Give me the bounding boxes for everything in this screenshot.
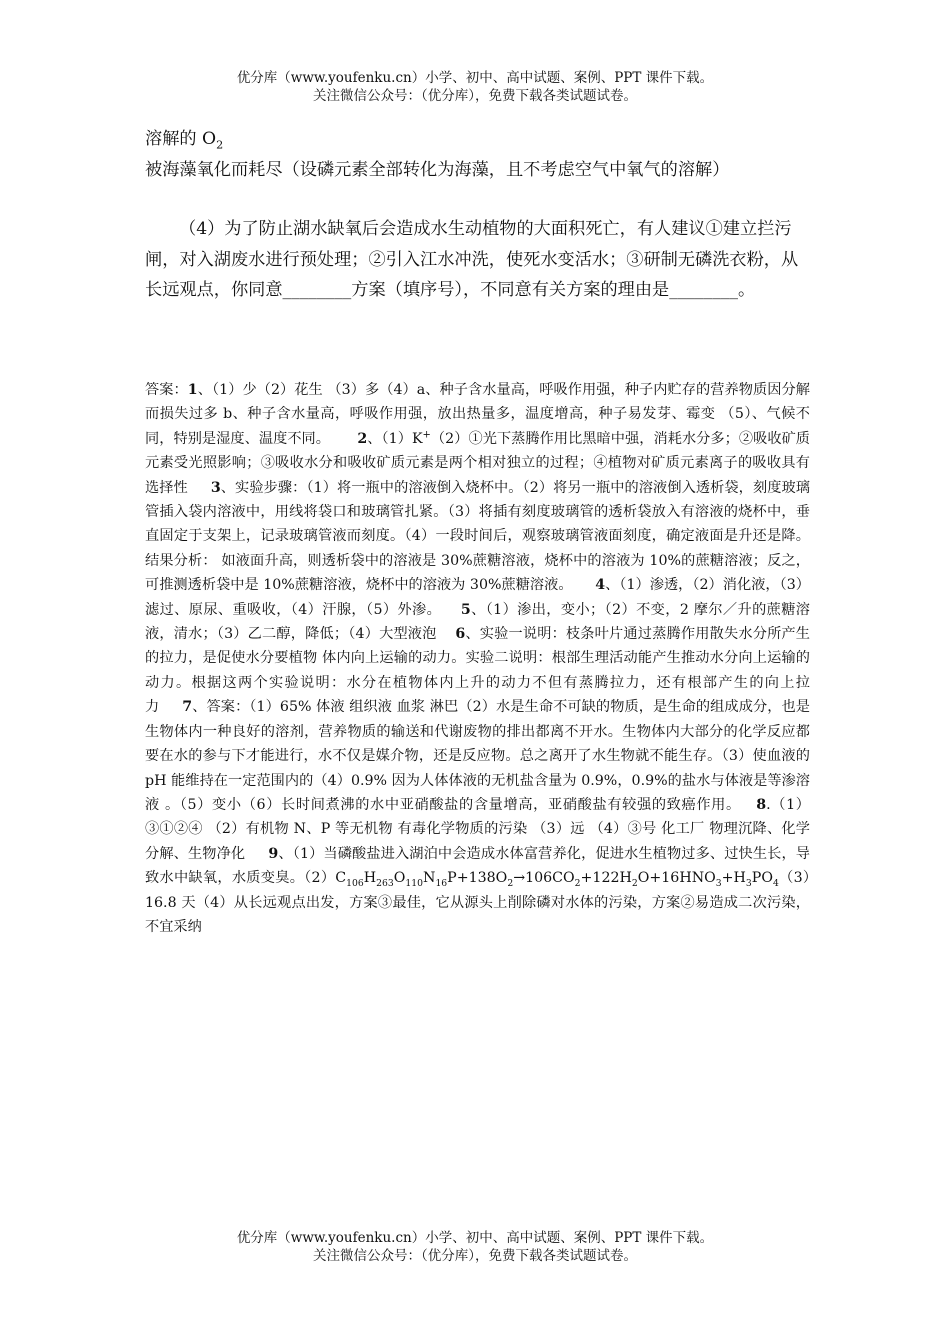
page-header bbox=[0, 69, 950, 105]
intro-text-b: 被海藻氧化而耗尽（设磷元素全部转化为海藻，且不考虑空气中氧气的溶解） bbox=[145, 159, 730, 180]
answer-2-b: （2）①光下蒸腾作用比黑暗中强，消耗水分多；②吸收矿质元素受光照影响；③吸收水分和吸收矿质元素是两个相对独立的过程；④植物对矿质元素离子的吸收具有选择性 bbox=[145, 430, 810, 496]
answer-5: 、（1）渗出，变小；（2）不变，2 摩尔／升的蔗糖溶液，清水；（3）乙二醇，降低；（4）大型液泡 bbox=[145, 601, 810, 643]
answer-6: 、实验一说明：枝条叶片通过蒸腾作用散失水分所产生的拉力，是促使水分要植物 体内向上运输的动力。实验二说明：根部生理活动能产生推动水分向上运输的动力。根据这两个实验说明：水分在植物体内上升的动力不但有蒸腾拉力，还有根部产生的向上拉力 bbox=[145, 626, 810, 716]
intro-text-a: 溶解的 O bbox=[145, 129, 217, 149]
formula-arrow: →106CO bbox=[513, 870, 575, 887]
formula-sub-n: 16 bbox=[435, 877, 448, 889]
q4-part-3: 。 bbox=[737, 280, 756, 300]
answer-2-sup: + bbox=[422, 429, 431, 441]
answer-2-a: 、（1）K bbox=[367, 430, 423, 447]
question-continuation bbox=[145, 124, 810, 185]
formula-sub-h: 263 bbox=[376, 877, 394, 889]
intro-subscript: 2 bbox=[216, 138, 224, 152]
q4-part-1: （4）为了防止湖水缺氧后会造成水生动植物的大面积死亡，有人建议①建立拦污闸，对入湖废水进行预处理；②引入江水冲洗，使死水变活水；③研制无磷洗衣粉，从长远观点，你同意 bbox=[145, 219, 799, 300]
page-footer bbox=[0, 1229, 950, 1265]
answer-9-a: 、（1）当磷酸盐进入湖泊中会造成水体富营养化，促进水生植物过多、过快生长，导致水中缺氧，水质变臭。（2）C bbox=[145, 845, 810, 887]
answer-7-number: 7 bbox=[182, 699, 193, 716]
answer-blank-2: ________ bbox=[669, 280, 738, 300]
formula-h3po4-b: PO bbox=[751, 870, 773, 887]
chemical-equation bbox=[346, 870, 779, 889]
answer-section bbox=[145, 378, 810, 939]
header-line-2: 关注微信公众号：（优分库），免费下载各类试题试卷。 bbox=[313, 88, 637, 104]
question-4 bbox=[145, 214, 810, 306]
footer-line-2: 关注微信公众号：（优分库），免费下载各类试题试卷。 bbox=[313, 1248, 637, 1264]
formula-mid: P+138O bbox=[447, 870, 508, 887]
formula-h3po4-a: +H bbox=[721, 870, 746, 887]
answer-7: 、答案：（1）65% 体液 组织液 血浆 淋巴（2）水是生命不可缺的物质，是生命的组成成分，也是生物体内一种良好的溶剂，营养物质的输送和代谢废物的排出都离不开水。生物体内大部分的化学反应都要在水的参与下才能进行，水不仅是媒介物，还是反应物。总之离开了水生物就不能生存。（3）使血液的 pH 能维持在一定范围内的（4）0.9% 因为人体体液的无机盐含量为 0.9%，0.9%的盐水与体液是等渗溶液 。（5）变小（6）长时间煮沸的水中亚硝酸盐的含量增高，亚硝酸盐有较强的致癌作用。 bbox=[145, 699, 810, 813]
answer-9-b: （3）16.8 天（4）从长远观点出发，方案③最佳，它从源头上削除磷对水体的污染，方案②易造成二次污染，不宜采纳 bbox=[145, 870, 810, 935]
formula-sub-h3: 3 bbox=[745, 877, 752, 889]
formula-sub-co2: 2 bbox=[574, 877, 581, 889]
answer-4: 、（1）渗透，（2）消化液，（3）滤过、原尿、重吸收，（4）汗腺，（5）外渗。 bbox=[145, 577, 810, 618]
formula-sub-c: 106 bbox=[346, 877, 364, 889]
answer-8-number: 8 bbox=[756, 796, 767, 813]
formula-sub-po4: 4 bbox=[772, 877, 779, 889]
formula-sub-hno3: 3 bbox=[715, 877, 722, 889]
answer-2-number: 2 bbox=[357, 430, 368, 447]
formula-sub-o2: 2 bbox=[507, 877, 514, 889]
answer-1-number: 1 bbox=[187, 382, 198, 398]
answer-4-number: 4 bbox=[595, 577, 606, 594]
formula-sub-o: 110 bbox=[405, 877, 424, 889]
formula-n: N bbox=[423, 870, 436, 887]
answer-3: 、实验步骤：（1）将一瓶中的溶液倒入烧杯中。（2）将另一瓶中的溶液倒入透析袋，刻度玻璃管插入袋内溶液中，用线将袋口和玻璃管扎紧。（3）将插有刻度玻璃管的透析袋放入有溶液的烧杯中，垂直固定于支架上，记录玻璃管液而刻度。（4）一段时间后，观察玻璃管液面刻度，确定液面是升还是降。 结果分析： 如液面升高，则透析袋中的溶液是 30%蔗糖溶液，烧杯中的溶液为 10%的蔗糖溶液；反之，可推测透析袋中是 10%蔗糖溶液，烧杯中的溶液为 30%蔗糖溶液。 bbox=[145, 479, 810, 594]
answer-6-number: 6 bbox=[455, 626, 466, 643]
formula-h2o-a: +122H bbox=[580, 870, 632, 887]
header-line-1: 优分库（www.youfenku.cn）小学、初中、高中试题、案例、PPT 课件下载。 bbox=[236, 70, 714, 86]
answer-9-number: 9 bbox=[268, 845, 279, 862]
answer-1: 、（1）少（2）花生 （3）多（4）a、种子含水量高，呼吸作用强，种子内贮存的营养物质因分解而损失过多 b、种子含水量高，呼吸作用强，放出热量多，温度增高，种子易发芽、霉变 （5）、气候不同，特别是湿度、温度不同。 bbox=[145, 382, 810, 447]
answer-3-number: 3 bbox=[210, 479, 221, 496]
answer-blank-1: ________ bbox=[282, 280, 352, 300]
answer-8: .（1）③①②④ （2）有机物 N、P 等无机物 有毒化学物质的污染 （3）远 （4）③号 化工厂 物理沉降、化学分解、生物净化 bbox=[145, 796, 810, 862]
answer-5-number: 5 bbox=[460, 601, 471, 618]
formula-h2o-b: O+16HNO bbox=[637, 870, 716, 887]
q4-part-2: 方案（填序号），不同意有关方案的理由是 bbox=[351, 280, 670, 300]
answer-label: 答案： bbox=[145, 382, 188, 398]
formula-sub-h2o: 2 bbox=[631, 877, 638, 889]
formula-o: O bbox=[393, 870, 406, 887]
footer-line-1: 优分库（www.youfenku.cn）小学、初中、高中试题、案例、PPT 课件下载。 bbox=[236, 1230, 714, 1246]
formula-h: H bbox=[363, 870, 377, 887]
